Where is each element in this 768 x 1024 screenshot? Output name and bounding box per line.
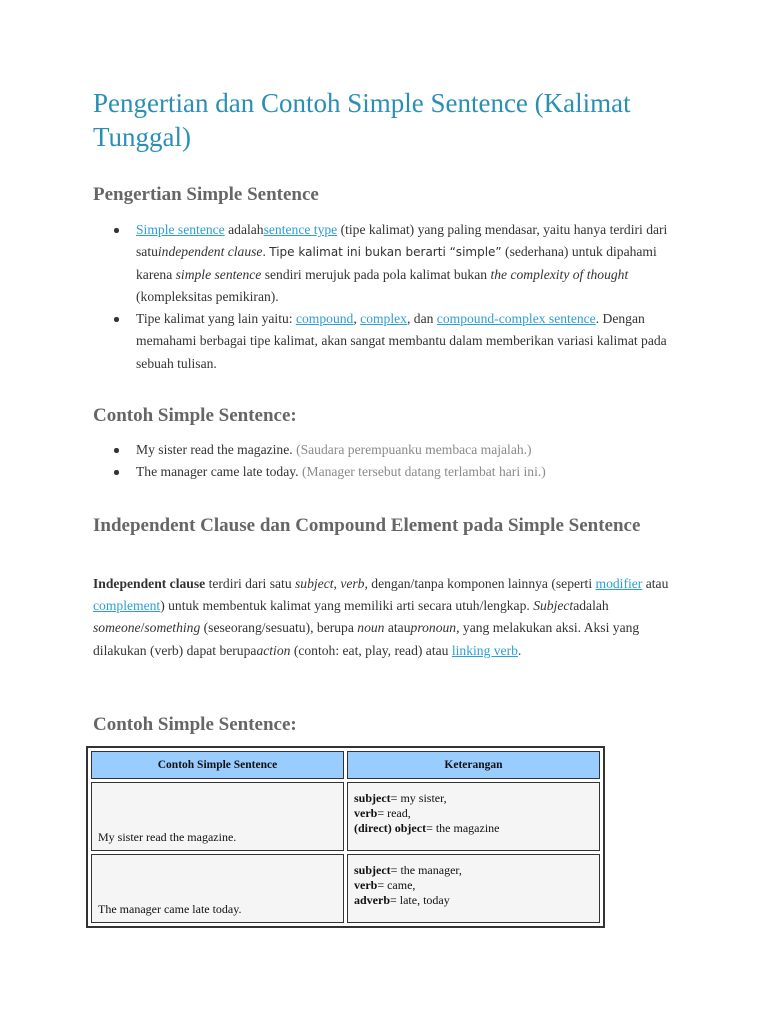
text-italic: verb <box>340 576 365 591</box>
term-value: = read, <box>377 806 411 820</box>
text-italic: subject <box>295 576 334 591</box>
independent-clause-paragraph <box>93 573 673 662</box>
text: (contoh: eat, play, read) atau <box>290 642 452 658</box>
page-title: Pengertian dan Contoh Simple Sentence (Kalimat Tunggal) <box>93 88 631 152</box>
list-item <box>112 219 682 308</box>
text: , dan <box>406 311 437 327</box>
text: Tipe kalimat yang lain yaitu: <box>136 311 296 327</box>
table-cell-description <box>347 854 600 923</box>
list-item <box>112 308 682 375</box>
pengertian-list <box>112 219 682 375</box>
text: adalah <box>224 222 264 237</box>
text: ) untuk membentuk kalimat yang memiliki arti secara utuh/lengkap. <box>160 598 534 614</box>
list-item <box>112 461 682 483</box>
table-cell-sentence: My sister read the magazine. <box>91 782 344 851</box>
text-mono: Tipe kalimat ini bukan berarti “simple” <box>269 245 502 260</box>
example-english: My sister read the magazine. <box>136 442 293 457</box>
term-value: = my sister, <box>390 791 447 805</box>
text: . Dengan memahami berbagai tipe kalimat, akan sangat membantu dalam memberikan variasi kalimat pada sebuah tulisan. <box>136 311 667 371</box>
text-bold: Independent clause <box>93 576 206 591</box>
term-label: subject <box>354 791 391 805</box>
text: terdiri dari satu <box>205 576 296 591</box>
example-english: The manager came late today. <box>136 464 299 480</box>
example-translation: (Saudara perempuanku membaca majalah.) <box>296 442 532 457</box>
text-italic: the complexity of thought <box>490 266 629 282</box>
table-cell-description <box>347 782 600 851</box>
table-header-cell: Keterangan <box>347 751 600 779</box>
text-italic: something <box>144 620 201 636</box>
section-heading-independent-clause: Independent Clause dan Compound Element pada Simple Sentence <box>93 515 641 536</box>
compound-complex-sentence-link[interactable]: compound-complex sentence <box>436 311 596 327</box>
table-header-row <box>91 751 600 779</box>
sentence-type-link[interactable]: sentence type <box>263 222 338 237</box>
text-italic: action <box>256 642 291 658</box>
text: (tipe kalimat) yang paling mendasar, yaitu hanya terdiri dari satu <box>136 222 668 260</box>
term-value: = the magazine <box>426 821 500 835</box>
term-value: = the manager, <box>390 863 462 877</box>
text: atau <box>642 576 669 591</box>
text: , dengan/tanpa komponen lainnya (seperti <box>364 576 596 591</box>
text: atau <box>384 620 411 636</box>
complex-link[interactable]: complex <box>360 311 407 327</box>
example-table <box>86 746 605 928</box>
section-heading-pengertian: Pengertian Simple Sentence <box>93 184 319 205</box>
term-label: (direct) object <box>354 821 427 835</box>
text-italic: Subject <box>533 598 574 614</box>
term-label: subject <box>354 863 391 877</box>
contoh-list <box>112 439 682 484</box>
complement-link[interactable]: complement <box>93 598 161 614</box>
table-row <box>91 782 600 851</box>
text: , yang melakukan aksi. Aksi yang dilakukan (verb) dapat berupa <box>93 620 640 658</box>
section-heading-contoh: Contoh Simple Sentence: <box>93 405 297 426</box>
text: (seseorang/sesuatu), berupa <box>200 620 358 636</box>
text: (sederhana) untuk dipahami karena <box>136 244 657 282</box>
text-italic: noun <box>357 620 385 636</box>
table-header-cell: Contoh Simple Sentence <box>91 751 344 779</box>
simple-sentence-link[interactable]: Simple sentence <box>136 222 225 237</box>
linking-verb-link[interactable]: linking verb <box>451 642 518 658</box>
text: . <box>517 642 522 658</box>
text: sendiri merujuk pada pola kalimat bukan <box>261 266 491 282</box>
text: , <box>353 311 361 327</box>
list-item <box>112 439 682 461</box>
compound-link[interactable]: compound <box>295 311 354 327</box>
term-label: adverb <box>354 893 390 907</box>
text-italic: someone <box>93 620 141 636</box>
term-label: verb <box>354 878 378 892</box>
text-italic: simple sentence <box>175 266 262 282</box>
text-italic: independent clause <box>157 244 263 260</box>
text: adalah <box>573 598 609 614</box>
table-cell-sentence: The manager came late today. <box>91 854 344 923</box>
text-italic: pronoun <box>410 620 457 636</box>
section-heading-contoh-table: Contoh Simple Sentence: <box>93 714 297 735</box>
example-translation: (Manager tersebut datang terlambat hari ini.) <box>301 464 546 480</box>
term-value: = late, today <box>390 893 450 907</box>
text: . <box>262 244 270 260</box>
term-value: = came, <box>377 878 416 892</box>
term-label: verb <box>354 806 378 820</box>
modifier-link[interactable]: modifier <box>595 576 643 591</box>
text: (kompleksitas pemikiran). <box>136 288 279 304</box>
text: , <box>333 576 341 591</box>
table-row <box>91 854 600 923</box>
text: / <box>140 620 145 636</box>
